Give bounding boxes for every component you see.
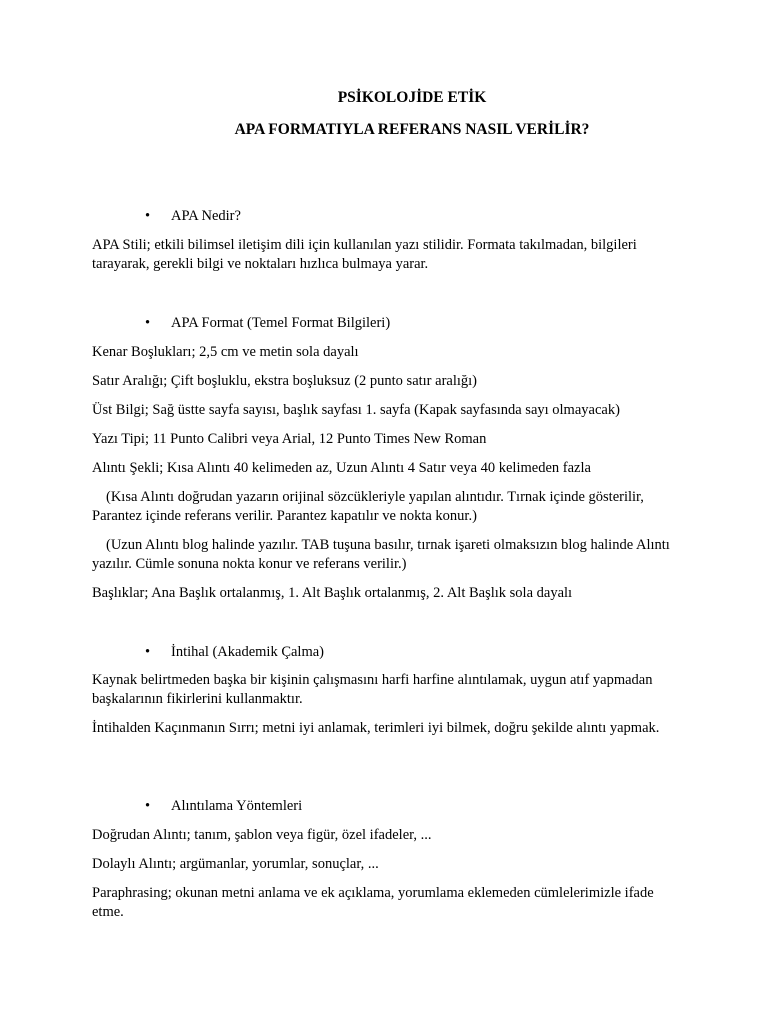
heading-text: İntihal (Akademik Çalma) bbox=[171, 644, 325, 660]
paragraph: Kaynak belirtmeden başka bir kişinin çalışmasını harfi harfine alıntılamak, uygun atıf yapmadan başkalarının fikirlerini kullanmaktır. bbox=[92, 672, 653, 707]
paragraph: (Uzun Alıntı blog halinde yazılır. TAB tuşuna basılır, tırnak işareti olmaksızın blog halinde Alıntı yazılır. Cümle sonuna nokta konur ve referans verilir.) bbox=[92, 537, 670, 572]
bullet-heading-apa-nedir bbox=[145, 207, 241, 226]
bullet-icon: • bbox=[145, 644, 151, 660]
paragraph: Doğrudan Alıntı; tanım, şablon veya figür, özel ifadeler, ... bbox=[92, 827, 432, 843]
paragraph: (Kısa Alıntı doğrudan yazarın orijinal sözcükleriyle yapılan alıntıdır. Tırnak içinde gösterilir, Parantez içinde referans verilir. Parantez kapatılır ve nokta konur.) bbox=[92, 489, 644, 524]
bullet-icon: • bbox=[145, 798, 151, 814]
bullet-icon: • bbox=[145, 315, 151, 331]
bullet-heading-intihal bbox=[145, 643, 324, 662]
document-title: PSİKOLOJİDE ETİK bbox=[337, 89, 487, 106]
paragraph: Alıntı Şekli; Kısa Alıntı 40 kelimeden az, Uzun Alıntı 4 Satır veya 40 kelimeden fazla bbox=[92, 460, 591, 476]
paragraph: İntihalden Kaçınmanın Sırrı; metni iyi anlamak, terimleri iyi bilmek, doğru şekilde alıntı yapmak. bbox=[92, 720, 660, 736]
heading-text: Alıntılama Yöntemleri bbox=[171, 798, 303, 814]
paragraph: Satır Aralığı; Çift boşluklu, ekstra boşluksuz (2 punto satır aralığı) bbox=[92, 373, 478, 389]
paragraph: Yazı Tipi; 11 Punto Calibri veya Arial, 12 Punto Times New Roman bbox=[92, 431, 487, 447]
document-subtitle: APA FORMATIYLA REFERANS NASIL VERİLİR? bbox=[234, 121, 590, 138]
heading-text: APA Format (Temel Format Bilgileri) bbox=[171, 315, 391, 331]
paragraph: Paraphrasing; okunan metni anlama ve ek açıklama, yorumlama eklemeden cümlelerimizle ifade etme. bbox=[92, 885, 654, 920]
paragraph: Kenar Boşlukları; 2,5 cm ve metin sola dayalı bbox=[92, 344, 359, 360]
paragraph: Başlıklar; Ana Başlık ortalanmış, 1. Alt Başlık ortalanmış, 2. Alt Başlık sola dayalı bbox=[92, 585, 573, 601]
bullet-heading-alintilama bbox=[145, 797, 302, 816]
bullet-icon: • bbox=[145, 208, 151, 224]
heading-text: APA Nedir? bbox=[171, 208, 241, 224]
bullet-heading-apa-format bbox=[145, 314, 390, 333]
paragraph: Dolaylı Alıntı; argümanlar, yorumlar, sonuçlar, ... bbox=[92, 856, 379, 872]
paragraph: Üst Bilgi; Sağ üstte sayfa sayısı, başlık sayfası 1. sayfa (Kapak sayfasında sayı olmayacak) bbox=[92, 402, 620, 418]
paragraph: APA Stili; etkili bilimsel iletişim dili için kullanılan yazı stilidir. Formata takılmadan, bilgileri tarayarak, gerekli bilgi ve noktaları hızlıca bulmaya yarar. bbox=[92, 237, 637, 272]
